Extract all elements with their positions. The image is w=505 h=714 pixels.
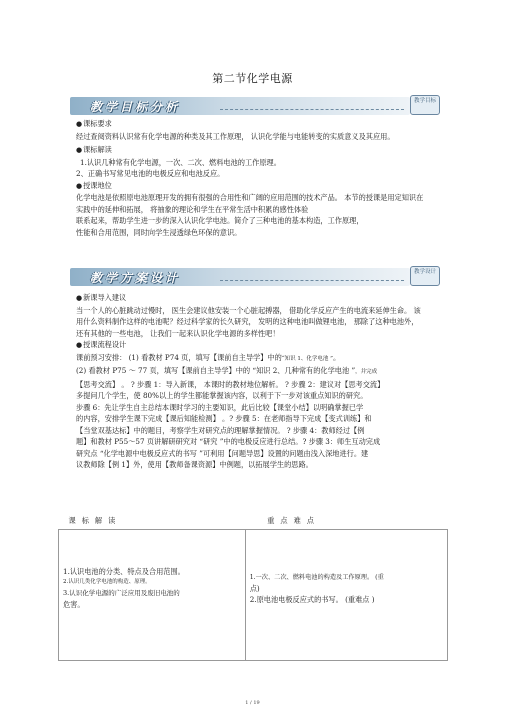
heading-intro: ● 新课导入建议 bbox=[76, 292, 424, 305]
interpretation-cell: 1.认识电池的分类、特点及合用范围。 2.认识几类化学电池的构造、原理。 3.认识化学电源的广泛应用及废旧电池的 危害。 bbox=[59, 530, 246, 661]
design-badge: 教学设计 bbox=[410, 266, 440, 286]
standard-text: 经过查阅资料认识常有化学电源的种类及其工作原理， 认识化学能与电能转变的实质意义及其应用。 bbox=[76, 131, 395, 141]
design-section bbox=[76, 292, 424, 471]
heading-interpretation: ● 课标解读 bbox=[76, 144, 424, 157]
flow-line-7: 【当堂双基达标】中的题目，考察学生对研究点的理解掌握情况。 ? 步骤 4：教师经过【例 bbox=[76, 425, 365, 435]
key-points-table bbox=[58, 513, 448, 661]
banner-title: 教学目标分析 bbox=[90, 100, 181, 114]
column-header-keypoints: 重点难点 bbox=[267, 516, 320, 525]
banner-title: 教学方案设计 bbox=[90, 271, 181, 285]
flow-line-5: 步骤 6：先让学生自主总结本课时学习的主要知识，此后比较【课堂小结】以明确掌握已学 bbox=[76, 402, 364, 412]
flow-line-2: (2) 看教材 P75 ～ 77 页，填写【课前自主导学】中的 “知识 2、几种常有的化学电池 ”，并完成 bbox=[76, 366, 378, 375]
flow-line-8: 题】和教材 P55～57 页讲解研研究对 “研究 ”中的电极反应进行总结。? 步骤 3：师生互动完成 bbox=[76, 437, 381, 446]
flow-line-1: 课前预习安排： (1) 看教材 P74 页，填写【课前自主导学】中的“知识 1、化学电池 ”。 bbox=[76, 352, 341, 362]
column-header-interpretation: 课标解读 bbox=[68, 516, 122, 525]
interpretation-item-1: 1.认识几种常有化学电源，一次、二次、燃料电池的工作原理。 bbox=[80, 157, 281, 167]
intro-text: 当一个人的心脏跳动过慢时， 医生会建议他安装一个心脏起搏器， 借助化学反应产生的电流来延伸生命。 该用什么资料制作这样的电池呢？经过科学家的长久研究， 发明的这种电池叫做锂电池， 那除了这种电池外， 还有其他的一些电池， 让我们一起来认识化学电源的多样性吧！ bbox=[76, 305, 421, 338]
position-text-1: 化学电池是依照原电池原理开发的拥有很强的合用性和广阔的应用范围的技术产品。 本节的授课是用定知识在实践中的延伸和拓展， 将抽象的理论和学生在平常生活中积累的感性体验 bbox=[76, 193, 424, 214]
position-text-2: 联系起来，帮助学生进一步的深入认识化学电池。简介了三种电池的基本构造，工作原理， bbox=[76, 216, 364, 225]
position-text-3: 性能和合用范围，同时向学生浸透绿色环保的意识。 bbox=[76, 227, 242, 237]
flow-line-9: 研究点 “化学电源中电极反应式的书写 ”可利用【问题导思】设置的问题由浅入深地进行。建 bbox=[76, 448, 369, 458]
objectives-section bbox=[76, 118, 424, 238]
flow-line-6: 的内容，安排学生课下完成【课后知能检测】 。? 步骤 5：在老师指导下完成【变式训练】和 bbox=[76, 414, 372, 423]
keypoints-cell: 1.一次、二次、燃料电池的构造及工作原理。 (重 点) 2.原电池电极反应式的书写。 (重难点 ) bbox=[245, 530, 447, 661]
heading-position: ● 授课地位 bbox=[76, 180, 424, 193]
section-banner-design bbox=[70, 268, 410, 286]
section-banner-objectives bbox=[70, 97, 410, 115]
objectives-badge: 教学目标 bbox=[410, 95, 440, 115]
page-title: 第二节化学电源 bbox=[212, 72, 293, 85]
flow-line-10: 议教师除【例 1】外，使用【教师备课资源】中例题，以拓展学生的思路。 bbox=[76, 460, 313, 469]
flow-line-3: 【思考交流】 。 ? 步骤 1：导入新课， 本课时的教材地位解析。 ? 步骤 2：建议对【思考交流】 bbox=[76, 379, 385, 389]
flow-line-4: 多提问几个学生，使 80%以上的学生都能掌握该内容，以利于下一步对该重点知识的研究。 bbox=[76, 391, 368, 400]
interpretation-item-2: 2、正确书写常见电池的电极反应和电池反应。 bbox=[76, 169, 225, 178]
heading-standard: ● 课标要求 bbox=[76, 118, 424, 131]
page-number: 1 / 19 bbox=[245, 700, 260, 706]
heading-flow: ● 授课流程设计 bbox=[76, 339, 424, 352]
